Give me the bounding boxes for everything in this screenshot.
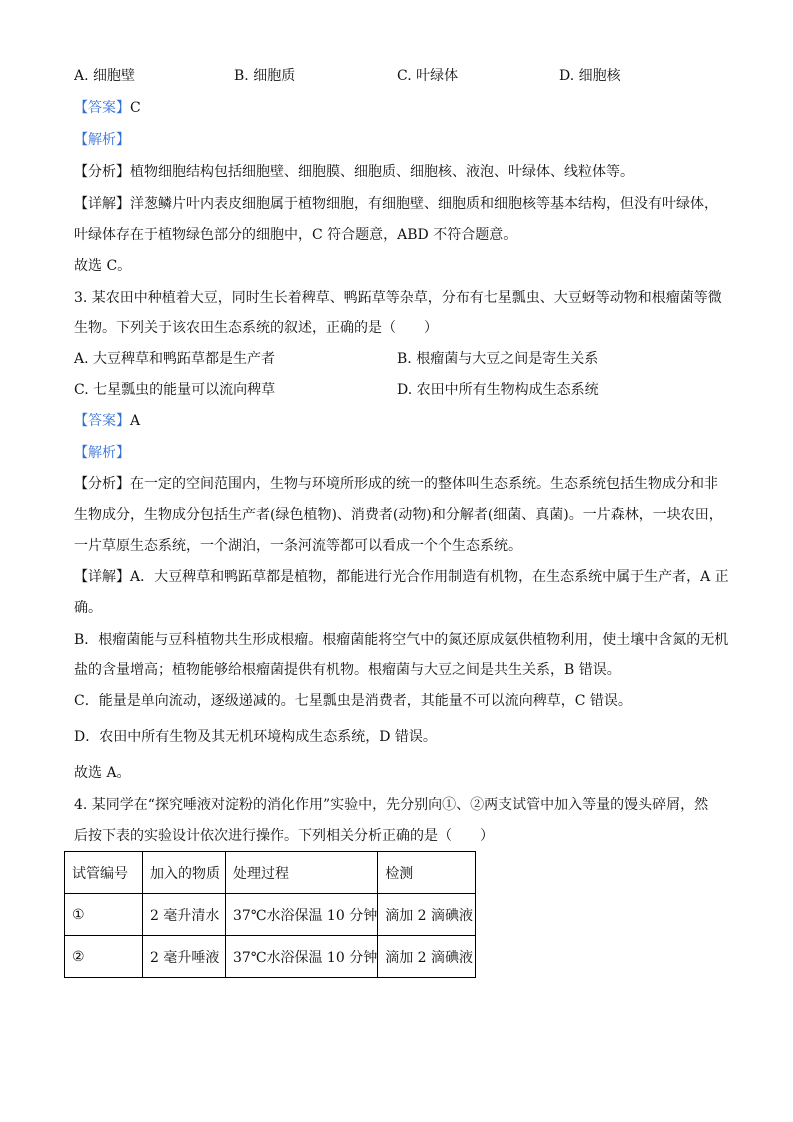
q3-fenxi-line-3: 一片草原生态系统，一个湖泊，一条河流等都可以看成一个个生态系统。 [74, 538, 522, 554]
experiment-table [64, 851, 476, 978]
q3-analysis-tag: 【解析】 [74, 445, 130, 461]
table-cell: 2 毫升清水 [143, 894, 226, 936]
fenxi-text: 植物细胞结构包括细胞壁、细胞膜、细胞质、细胞核、液泡、叶绿体、线粒体等。 [130, 164, 634, 180]
q3-conclusion: 故选 A。 [74, 765, 131, 781]
fenxi-tag: 【分析】 [74, 476, 130, 492]
table-cell: 2 毫升唾液 [143, 936, 226, 978]
xiangjie-tag: 【详解】 [74, 569, 130, 585]
q3-xiangjie-d: D．农田中所有生物及其无机环境构成生态系统，D 错误。 [74, 729, 437, 745]
q2-conclusion: 故选 C。 [74, 258, 132, 274]
table-header-row [65, 852, 476, 894]
table-row [65, 936, 476, 978]
answer-value: C [130, 100, 141, 116]
q3-answer [74, 411, 140, 431]
table-cell: 37℃水浴保温 10 分钟 [226, 936, 378, 978]
xiangjie-text: 洋葱鳞片叶内表皮细胞属于植物细胞，有细胞壁、细胞质和细胞核等基本结构，但没有叶绿体， [130, 196, 718, 212]
q3-option-d: D. 农田中所有生物构成生态系统 [397, 382, 599, 398]
q2-option-d: D. 细胞核 [559, 68, 621, 84]
q3-option-c: C. 七星瓢虫的能量可以流向稗草 [74, 382, 276, 398]
q2-xiangjie-line-2: 叶绿体存在于植物绿色部分的细胞中，C 符合题意，ABD 不符合题意。 [74, 227, 518, 243]
xiangjie-tag: 【详解】 [74, 196, 130, 212]
q4-stem-line-2: 后按下表的实验设计依次进行操作。下列相关分析正确的是（ ） [74, 828, 494, 844]
q3-xiangjie-b-line-2: 盐的含量增高；植物能够给根瘤菌提供有机物。根瘤菌与大豆之间是共生关系，B 错误。 [74, 662, 621, 678]
q3-xiangjie-a-line-1 [74, 567, 729, 587]
answer-value: A [130, 413, 141, 429]
q4-stem-line-1: 4. 某同学在“探究唾液对淀粉的消化作用”实验中，先分别向①、②两支试管中加入等量的馒头碎屑，然 [74, 797, 709, 813]
table-header-cell: 检测 [378, 852, 476, 894]
q2-analysis-tag: 【解析】 [74, 132, 130, 148]
q2-option-a: A. 细胞壁 [74, 68, 136, 84]
table-cell: 37℃水浴保温 10 分钟 [226, 894, 378, 936]
table-cell: ① [65, 894, 143, 936]
answer-tag: 【答案】 [74, 100, 130, 116]
q3-option-b: B. 根瘤菌与大豆之间是寄生关系 [397, 351, 599, 367]
xiangjie-text: A．大豆稗草和鸭跖草都是植物，都能进行光合作用制造有机物，在生态系统中属于生产者，A 正 [130, 569, 729, 585]
q2-option-b: B. 细胞质 [234, 68, 296, 84]
q3-xiangjie-a-line-2: 确。 [74, 600, 102, 616]
q2-xiangjie-line-1 [74, 194, 718, 214]
q3-xiangjie-b-line-1: B．根瘤菌能与豆科植物共生形成根瘤。根瘤菌能将空气中的氮还原成氨供植物利用，使土壤中含氮的无机 [74, 632, 729, 648]
q2-option-c: C. 叶绿体 [397, 68, 459, 84]
table-header-cell: 加入的物质 [143, 852, 226, 894]
q3-fenxi-line-1 [74, 474, 718, 494]
table-header-cell: 试管编号 [65, 852, 143, 894]
table-header-cell: 处理过程 [226, 852, 378, 894]
fenxi-text: 在一定的空间范围内，生物与环境所形成的统一的整体叫生态系统。生态系统包括生物成分和非 [130, 476, 718, 492]
q3-option-a: A. 大豆稗草和鸭跖草都是生产者 [74, 351, 276, 367]
q3-fenxi-line-2: 生物成分，生物成分包括生产者(绿色植物)、消费者(动物)和分解者(细菌、真菌)。一片森林，一块农田， [74, 507, 723, 523]
table-cell: ② [65, 936, 143, 978]
q2-answer [74, 98, 141, 118]
q3-stem-line-2: 生物。下列关于该农田生态系统的叙述，正确的是（ ） [74, 320, 438, 336]
q3-stem-line-1: 3. 某农田中种植着大豆，同时生长着稗草、鸭跖草等杂草，分布有七星瓢虫、大豆蚜等动物和根瘤菌等微 [74, 290, 722, 306]
table-row [65, 894, 476, 936]
fenxi-tag: 【分析】 [74, 164, 130, 180]
q3-xiangjie-c: C．能量是单向流动，逐级递减的。七星瓢虫是消费者，其能量不可以流向稗草，C 错误。 [74, 693, 632, 709]
answer-tag: 【答案】 [74, 413, 130, 429]
table-cell: 滴加 2 滴碘液 [378, 936, 476, 978]
q2-fenxi [74, 162, 634, 182]
table-cell: 滴加 2 滴碘液 [378, 894, 476, 936]
